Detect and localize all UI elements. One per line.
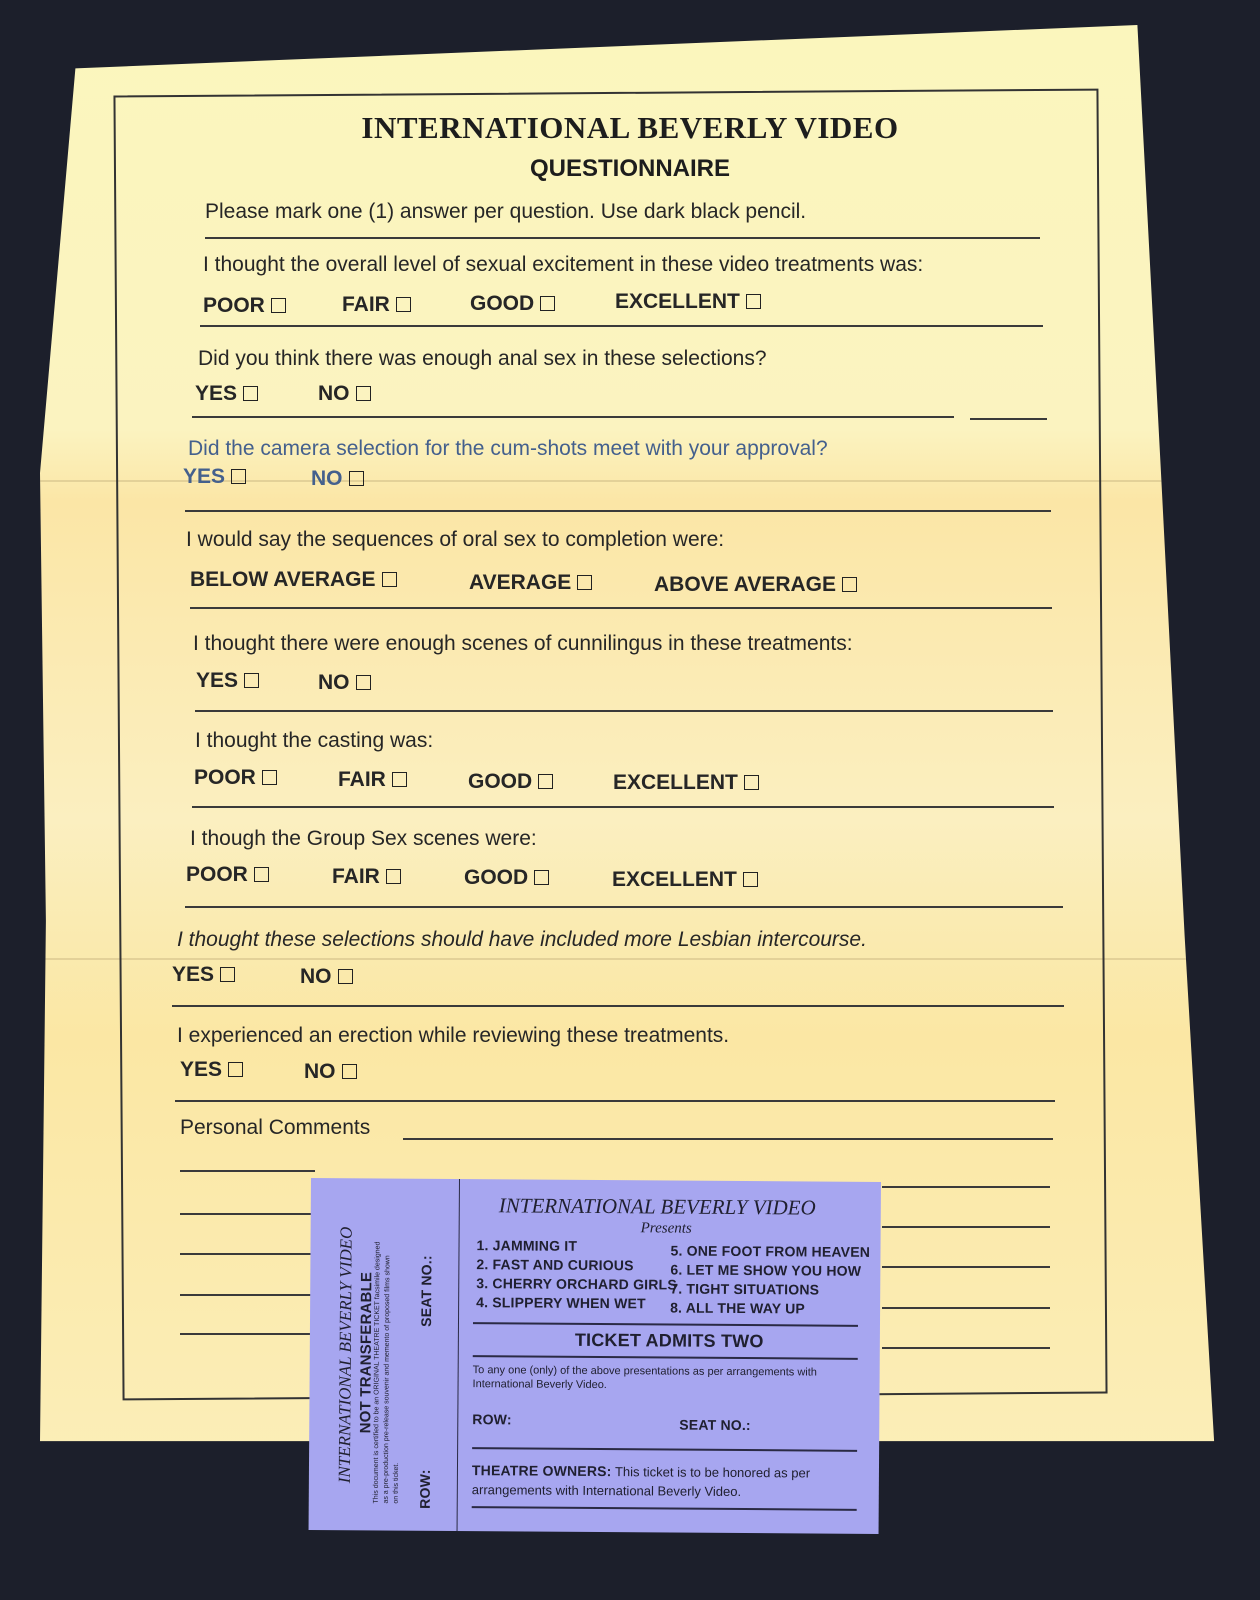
stub-fine-print: as a pre-production pre-release souvenir and memento of proposed films shown: [382, 1255, 392, 1504]
divider: [192, 806, 1054, 808]
stub-row-label: ROW:: [416, 1469, 433, 1509]
comment-line[interactable]: [882, 1347, 1050, 1349]
checkbox[interactable]: [254, 867, 269, 882]
checkbox[interactable]: [744, 775, 759, 790]
checkbox[interactable]: [349, 471, 364, 486]
comment-line[interactable]: [882, 1266, 1050, 1268]
question-7: I though the Group Sex scenes were:: [190, 827, 537, 850]
option-fair[interactable]: FAIR: [332, 865, 401, 889]
divider: [172, 1005, 1064, 1007]
ticket-divider: [472, 1506, 857, 1510]
question-8: I thought these selections should have included more Lesbian intercourse.: [177, 928, 867, 951]
checkbox[interactable]: [540, 296, 555, 311]
checkbox[interactable]: [534, 870, 549, 885]
option-fair[interactable]: FAIR: [338, 768, 407, 792]
divider: [192, 416, 954, 418]
comments-label: Personal Comments: [180, 1116, 371, 1139]
option-poor[interactable]: POOR: [186, 863, 269, 887]
option-no[interactable]: NO: [311, 467, 364, 491]
option-yes[interactable]: YES: [183, 465, 246, 489]
option-no[interactable]: NO: [304, 1060, 357, 1084]
checkbox[interactable]: [396, 297, 411, 312]
option-no[interactable]: NO: [318, 671, 371, 695]
option-yes[interactable]: YES: [172, 963, 235, 987]
checkbox[interactable]: [386, 869, 401, 884]
option-excellent[interactable]: EXCELLENT: [613, 771, 759, 795]
option-poor[interactable]: POOR: [194, 766, 277, 790]
comment-line[interactable]: [882, 1307, 1050, 1309]
checkbox[interactable]: [220, 967, 235, 982]
form-subtitle: QUESTIONNAIRE: [529, 155, 730, 182]
option-yes[interactable]: YES: [180, 1058, 243, 1082]
film-item: 3. CHERRY ORCHARD GIRLS: [476, 1275, 677, 1293]
ticket-divider: [473, 1322, 858, 1326]
ticket-admits: TICKET ADMITS TWO: [574, 1329, 764, 1352]
comment-line[interactable]: [180, 1333, 315, 1335]
question-5: I thought there were enough scenes of cunnilingus in these treatments:: [193, 632, 853, 655]
ticket-title: INTERNATIONAL BEVERLY VIDEO: [498, 1193, 816, 1220]
stub-fine-print: on this ticket.: [392, 1462, 401, 1504]
ticket-seat-label: SEAT NO.:: [679, 1416, 751, 1434]
film-item: 7. TIGHT SITUATIONS: [670, 1280, 820, 1298]
option-good[interactable]: GOOD: [470, 292, 555, 316]
checkbox[interactable]: [338, 969, 353, 984]
checkbox[interactable]: [842, 577, 857, 592]
question-1: I thought the overall level of sexual excitement in these video treatments was:: [203, 253, 924, 276]
divider: [185, 510, 1051, 512]
comment-line[interactable]: [180, 1213, 315, 1215]
comment-line[interactable]: [180, 1170, 315, 1172]
stub-not-transferable: NOT TRANSFERABLE: [357, 1271, 376, 1434]
divider: [200, 325, 1043, 327]
checkbox[interactable]: [262, 770, 277, 785]
checkbox[interactable]: [271, 298, 286, 313]
checkbox[interactable]: [746, 294, 761, 309]
stub-title: INTERNATIONAL BEVERLY VIDEO: [334, 1226, 356, 1484]
film-item: 6. LET ME SHOW YOU HOW: [670, 1261, 862, 1279]
checkbox[interactable]: [577, 575, 592, 590]
checkbox[interactable]: [342, 1064, 357, 1079]
checkbox[interactable]: [243, 386, 258, 401]
question-4: I would say the sequences of oral sex to completion were:: [186, 528, 725, 551]
checkbox[interactable]: [392, 772, 407, 787]
option-average[interactable]: AVERAGE: [469, 571, 592, 595]
divider: [205, 237, 1040, 239]
ticket-owners: THEATRE OWNERS: This ticket is to be honored as per: [471, 1462, 811, 1481]
ticket-row-label: ROW:: [472, 1411, 512, 1428]
divider: [185, 906, 1063, 908]
question-9: I experienced an erection while reviewing these treatments.: [177, 1024, 730, 1047]
option-no[interactable]: NO: [300, 965, 353, 989]
ticket-perforation: [457, 1179, 460, 1531]
option-yes[interactable]: YES: [196, 669, 259, 693]
ticket-owners-continued: arrangements with International Beverly Video.: [471, 1482, 742, 1500]
ticket-terms: To any one (only) of the above presentations as per arrangements with: [472, 1364, 817, 1379]
film-item: 5. ONE FOOT FROM HEAVEN: [670, 1242, 871, 1260]
checkbox[interactable]: [228, 1062, 243, 1077]
option-excellent[interactable]: EXCELLENT: [615, 290, 761, 314]
option-no[interactable]: NO: [318, 382, 371, 406]
option-good[interactable]: GOOD: [468, 770, 553, 794]
question-6: I thought the casting was:: [195, 729, 434, 752]
divider: [195, 710, 1053, 712]
form-title: INTERNATIONAL BEVERLY VIDEO: [361, 110, 899, 145]
checkbox[interactable]: [244, 673, 259, 688]
stub-seat-label: SEAT NO.:: [417, 1255, 435, 1327]
comment-line[interactable]: [403, 1138, 1053, 1140]
divider: [970, 418, 1047, 420]
checkbox[interactable]: [743, 872, 758, 887]
film-item: 8. ALL THE WAY UP: [670, 1299, 806, 1317]
ticket-presents: Presents: [640, 1220, 692, 1237]
instructions: Please mark one (1) answer per question. Use dark black pencil.: [205, 200, 807, 223]
comment-line[interactable]: [882, 1226, 1050, 1228]
checkbox[interactable]: [356, 675, 371, 690]
ticket-divider: [472, 1447, 857, 1451]
divider: [175, 1100, 1055, 1102]
option-above-average[interactable]: ABOVE AVERAGE: [654, 573, 857, 597]
comment-line[interactable]: [882, 1186, 1050, 1188]
divider: [190, 607, 1052, 609]
film-item: 4. SLIPPERY WHEN WET: [476, 1294, 646, 1312]
admission-ticket: [309, 1178, 881, 1534]
film-item: 2. FAST AND CURIOUS: [476, 1256, 634, 1274]
checkbox[interactable]: [538, 774, 553, 789]
option-yes[interactable]: YES: [195, 382, 258, 406]
question-2: Did you think there was enough anal sex in these selections?: [198, 347, 767, 370]
option-poor[interactable]: POOR: [203, 294, 286, 318]
comment-line[interactable]: [180, 1253, 315, 1255]
checkbox[interactable]: [231, 469, 246, 484]
film-item: 1. JAMMING IT: [476, 1237, 578, 1254]
comment-line[interactable]: [180, 1294, 315, 1296]
checkbox[interactable]: [356, 386, 371, 401]
question-3: Did the camera selection for the cum-shots meet with your approval?: [188, 437, 828, 460]
option-good[interactable]: GOOD: [464, 866, 549, 890]
stub-fine-print: This document is certified to be an ORIGINAL THEATRE TICKET facsimile designed: [372, 1241, 382, 1504]
option-below-average[interactable]: BELOW AVERAGE: [190, 568, 397, 592]
ticket-divider: [473, 1355, 858, 1359]
option-excellent[interactable]: EXCELLENT: [612, 868, 758, 892]
ticket-terms: International Beverly Video.: [472, 1378, 607, 1392]
checkbox[interactable]: [382, 572, 397, 587]
option-fair[interactable]: FAIR: [342, 293, 411, 317]
